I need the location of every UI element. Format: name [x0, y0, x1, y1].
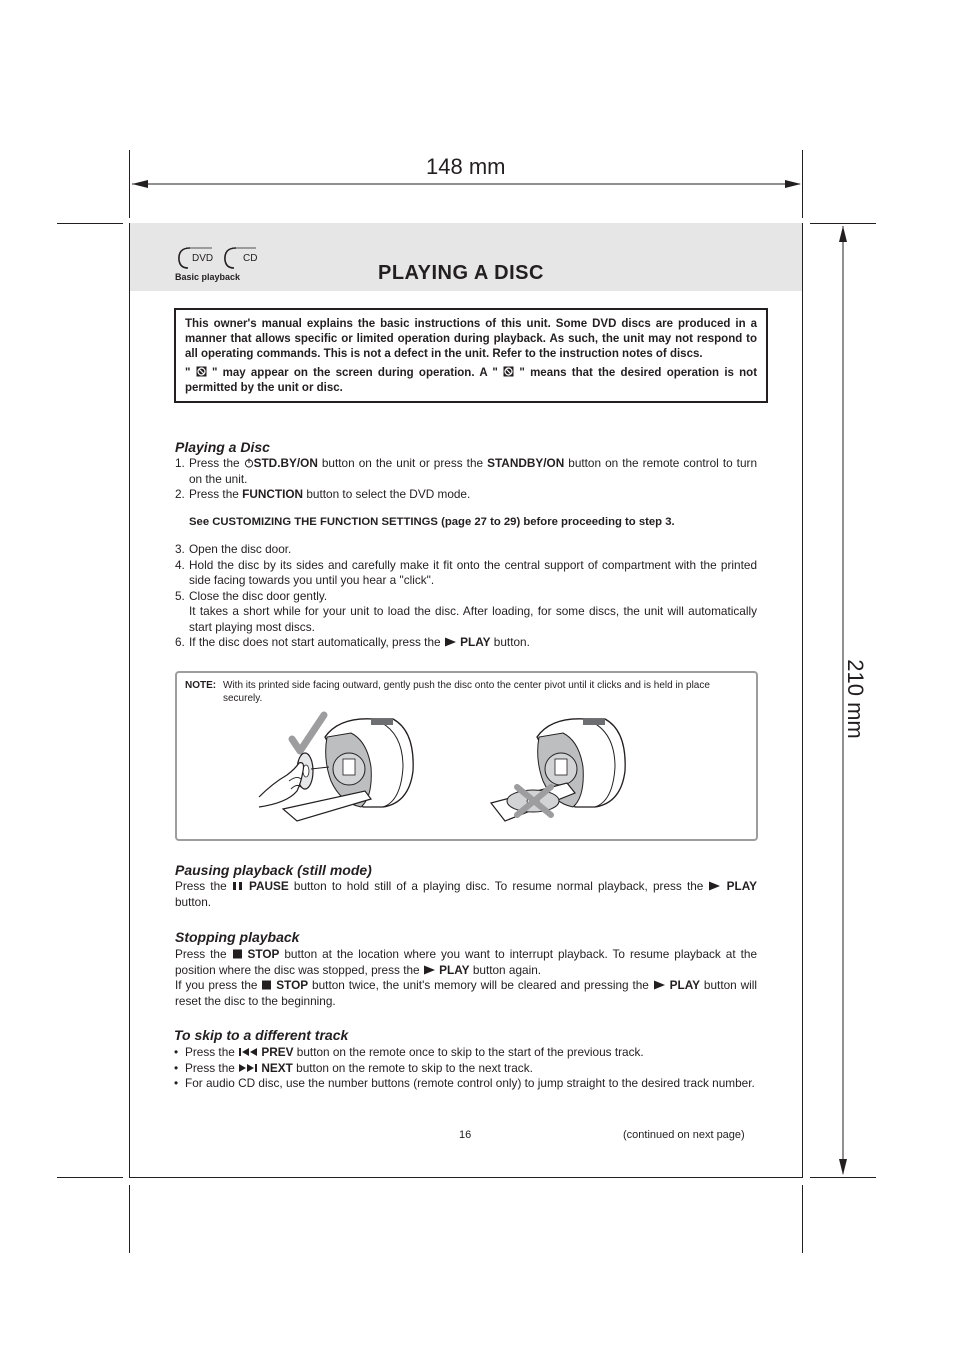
play-icon: [708, 881, 721, 891]
width-dimension-label: 148 mm: [426, 154, 506, 179]
height-dimension-label: 210 mm: [843, 659, 868, 739]
stopping-paragraph-2: If you press the STOP button twice, the unit's memory will be cleared and pressing the PLAY button will reset the disc to the beginning.: [175, 978, 757, 1008]
correct-insertion-illustration: [253, 711, 419, 829]
cd-badge-label: CD: [243, 253, 258, 264]
power-icon: [244, 458, 254, 468]
notice-paragraph-2: " " may appear on the screen during operation. A " " means that the desired operation is not permitted by the unit or disc.: [185, 367, 758, 394]
page-frame-right: [802, 223, 803, 1177]
note-box: [175, 671, 758, 841]
stop-icon: [261, 980, 272, 990]
page-frame-left: [129, 223, 130, 1177]
page-number: 16: [459, 1129, 472, 1141]
section-heading-stopping: Stopping playback: [175, 929, 300, 945]
step-6: 6. If the disc does not start automatically, press the PLAY button.: [175, 635, 530, 649]
prohibited-icon: [503, 366, 514, 377]
next-icon: [238, 1063, 258, 1073]
crop-mark-bottom-left: [57, 1177, 123, 1178]
crop-mark-top-left: [57, 223, 123, 224]
pausing-text: Press the PAUSE button to hold still of a playing disc. To resume normal playback, press the PLAY button.: [175, 879, 758, 909]
stop-icon: [232, 949, 243, 959]
step-1: 1. Press the STD.BY/ON button on the unit or press the STANDBY/ON button on the remote control to turn on the unit.: [175, 456, 758, 486]
section-heading-pausing: Pausing playback (still mode): [175, 862, 372, 878]
page-title: PLAYING A DISC: [378, 262, 544, 284]
crop-mark-left-bottom: [129, 1185, 130, 1253]
hand-illustration: [259, 763, 304, 807]
page-frame-bottom: [129, 1177, 803, 1178]
playing-steps: [175, 456, 757, 651]
list-item: • Press the NEXT button on the remote to skip to the next track.: [174, 1060, 533, 1075]
checkmark-icon: [292, 715, 324, 751]
pause-icon: [232, 881, 244, 891]
crop-mark-right-bottom: [802, 1185, 803, 1253]
section-heading-playing: Playing a Disc: [175, 439, 270, 455]
notice-box: [174, 308, 768, 403]
prev-icon: [238, 1047, 258, 1057]
step-5: 5. Close the disc door gently. It takes a short while for your unit to load the disc. After loading, for some discs, the unit will automatically start playing most discs.: [175, 588, 757, 634]
list-item: • For audio CD disc, use the number buttons (remote control only) to jump straight to the desired track number.: [174, 1076, 755, 1090]
dvd-badge-label: DVD: [192, 253, 214, 264]
prohibited-icon: [196, 366, 207, 377]
step-2: 2. Press the FUNCTION button to select the DVD mode.: [175, 487, 471, 501]
incorrect-insertion-illustration: [489, 711, 639, 829]
stopping-paragraph-1: Press the STOP button at the location where you want to interrupt playback. To resume playback at the position where the disc was stopped, press the PLAY button again.: [175, 947, 758, 977]
continued-note: (continued on next page): [623, 1129, 745, 1141]
step-4: 4. Hold the disc by its sides and carefully make it fit onto the central support of compartment with the printed side facing towards you until you hear a "click".: [175, 557, 757, 587]
skip-list: [174, 1045, 757, 1092]
see-customizing-note: See CUSTOMIZING THE FUNCTION SETTINGS (page 27 to 29) before proceeding to step 3.: [189, 515, 675, 528]
note-text: NOTE: With its printed side facing outward, gently push the disc onto the center pivot until it clicks and is held in place securely.: [185, 680, 710, 704]
note-label: NOTE:: [185, 680, 217, 691]
play-icon: [444, 637, 457, 647]
list-item: • Press the PREV button on the remote once to skip to the start of the previous track.: [174, 1045, 644, 1059]
stopping-text: [175, 947, 757, 1009]
play-icon: [653, 980, 666, 990]
section-heading-skip: To skip to a different track: [174, 1027, 349, 1043]
play-icon: [423, 965, 436, 975]
step-3: 3. Open the disc door.: [175, 542, 292, 556]
badge-caption: Basic playback: [175, 272, 241, 282]
notice-paragraph-1: This owner's manual explains the basic instructions of this unit. Some DVD discs are produced in a manner that allows specific or limited operation during playback. As such, the unit may not respond to all operating commands. This is not a defect in the unit. Refer to the instruction notes of discs.: [185, 318, 757, 360]
